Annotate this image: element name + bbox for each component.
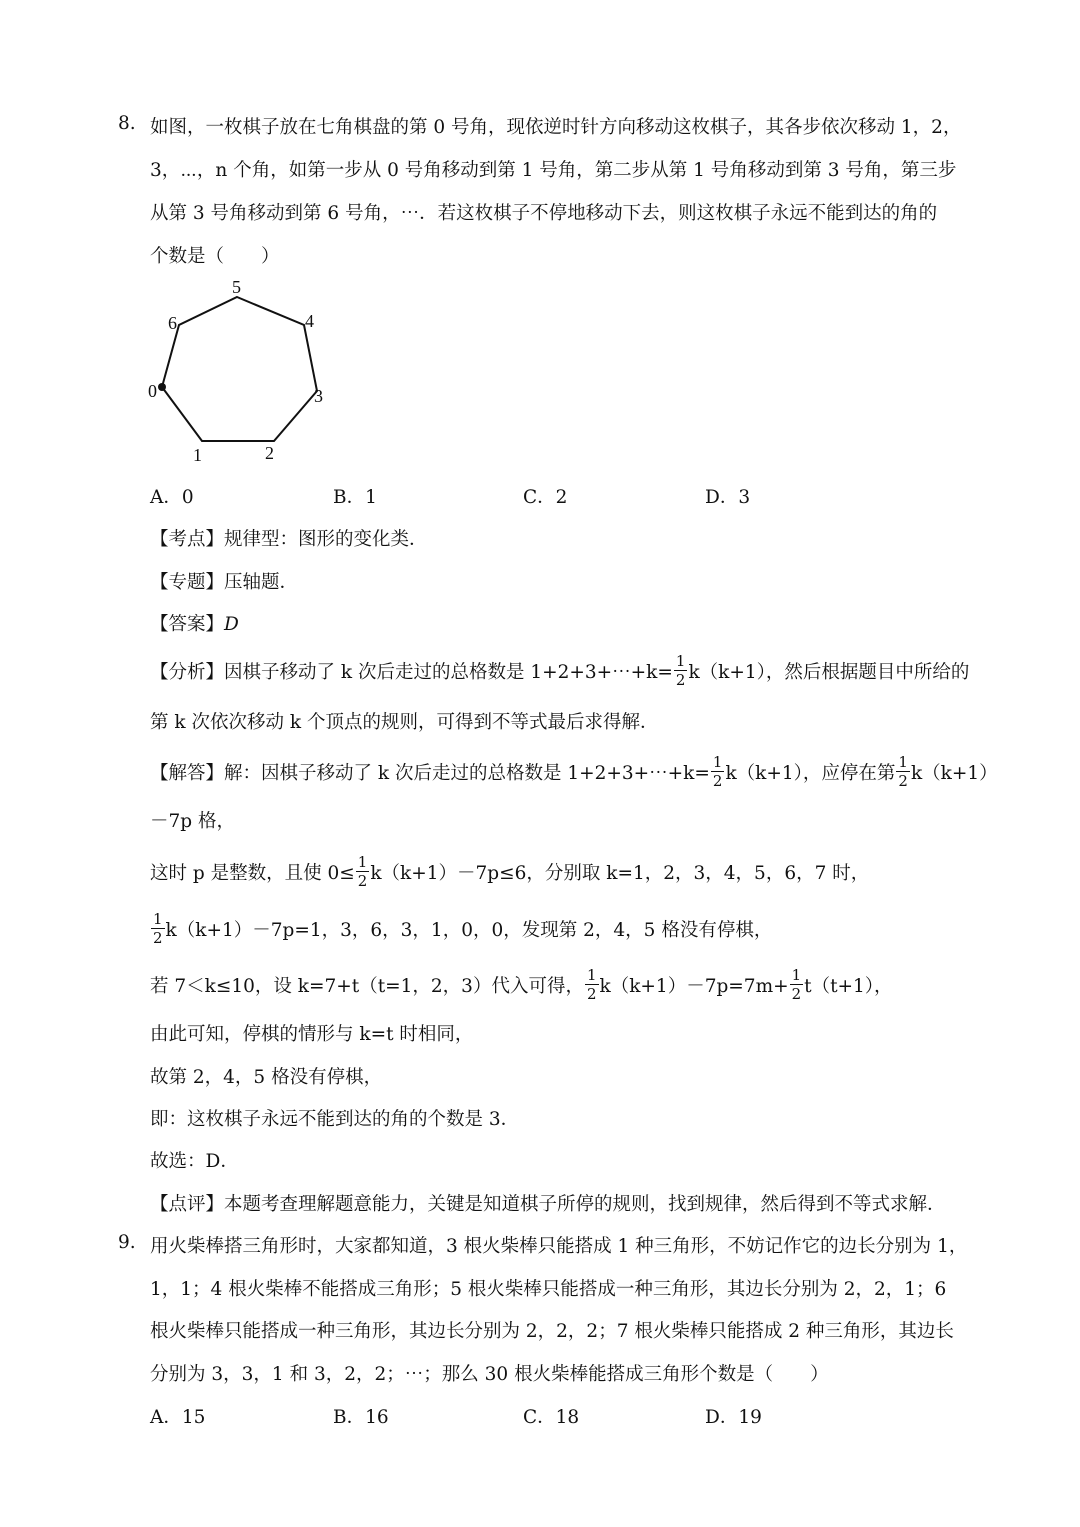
answer-value: D [224, 614, 239, 635]
fraction-half [151, 912, 165, 946]
q8-kaodian: 【考点】规律型：图形的变化类． [150, 529, 428, 550]
q8-jieda-line-2: －7p 格， [150, 811, 235, 832]
q9-option-c: C．18 [523, 1407, 580, 1428]
corner-label-0: 0 [148, 381, 157, 401]
fraction-numerator: 1 [791, 966, 802, 984]
fraction-denominator: 2 [898, 772, 908, 790]
fenxi-text-b: k（k+1），然后根据题目中所给的 [688, 662, 970, 683]
answer-label: 【答案】 [150, 614, 225, 635]
jieda-text-a: 若 7＜k≤10，设 k=7+t（t=1，2，3）代入可得， [150, 976, 584, 997]
q8-stem-line-4: 个数是（ ） [150, 246, 280, 267]
fenxi-text-a: 【分析】因棋子移动了 k 次后走过的总格数是 1+2+3+⋯+k= [150, 662, 673, 683]
fraction-half [790, 968, 804, 1002]
corner-label-5: 5 [232, 277, 241, 297]
fraction-denominator: 2 [586, 985, 597, 1003]
q8-jieda-line-6: 由此可知，停棋的情形与 k=t 时相同， [150, 1024, 474, 1045]
chess-piece-dot [158, 383, 166, 391]
fraction-numerator: 1 [675, 652, 686, 670]
q8-stem-line-3: 从第 3 号角移动到第 6 号角，⋯．若这枚棋子不停地移动下去，则这枚棋子永远不能到达的角的 [150, 203, 938, 224]
q8-jieda-line-8: 即：这枚棋子永远不能到达的角的个数是 3． [150, 1109, 520, 1130]
fraction-denominator: 2 [712, 772, 723, 790]
fraction-half [356, 855, 370, 889]
q8-stem-line-2: 3，⋯，n 个角，如第一步从 0 号角移动到第 1 号角，第二步从第 1 号角移动到第 3 号角，第三步 [150, 160, 957, 181]
q8-jieda-line-4 [150, 910, 773, 948]
corner-label-2: 2 [265, 443, 274, 463]
q8-jieda-line-5 [150, 966, 893, 1004]
jieda-text-b: k（k+1），应停在第 [725, 763, 896, 784]
q9-number: 9. [118, 1232, 136, 1253]
q8-fenxi-line-2: 第 k 次依次移动 k 个顶点的规则，可得到不等式最后求得解． [150, 712, 659, 733]
q9-stem-line-1: 用火柴棒搭三角形时，大家都知道，3 根火柴棒只能搭成 1 种三角形，不妨记作它的边长分别为 1， [150, 1236, 968, 1257]
jieda-text-c: t（t+1）， [804, 976, 893, 997]
corner-label-6: 6 [168, 313, 177, 333]
q9-stem-line-2: 1，1；4 根火柴棒不能搭成三角形；5 根火柴棒只能搭成一种三角形，其边长分别为 2，2，1；6 [150, 1279, 947, 1300]
jieda-text-a: 【解答】解：因棋子移动了 k 次后走过的总格数是 1+2+3+⋯+k= [150, 763, 710, 784]
q8-option-a: A．0 [150, 487, 194, 508]
q8-answer [150, 610, 239, 636]
q8-dianping: 【点评】本题考查理解题意能力，关键是知道棋子所停的规则，找到规律，然后得到不等式求解． [150, 1194, 946, 1215]
corner-label-4: 4 [305, 311, 314, 331]
q8-jieda-line-1 [150, 753, 998, 791]
corner-label-1: 1 [193, 445, 202, 465]
fraction-numerator: 1 [586, 966, 597, 984]
heptagon-figure [140, 275, 340, 470]
fraction-numerator: 1 [153, 910, 163, 928]
fraction-numerator: 1 [712, 753, 723, 771]
q9-option-b: B．16 [333, 1407, 389, 1428]
q8-fenxi-line-1 [150, 652, 970, 690]
fraction-denominator: 2 [153, 929, 163, 947]
q9-stem-line-3: 根火柴棒只能搭成一种三角形，其边长分别为 2，2，2；7 根火柴棒只能搭成 2 种三角形，其边长 [150, 1321, 954, 1342]
q9-stem-line-4: 分别为 3，3，1 和 3，2，2；⋯；那么 30 根火柴棒能搭成三角形个数是（ ） [150, 1364, 829, 1385]
jieda-text-b: k（k+1）－7p=7m+ [599, 976, 789, 997]
fraction-denominator: 2 [675, 671, 686, 689]
fraction-half [674, 654, 688, 688]
jieda-text-b: k（k+1）－7p=1，3，6，3，1，0，0，发现第 2，4，5 格没有停棋， [165, 920, 773, 941]
jieda-text-b: k（k+1）－7p≤6，分别取 k=1，2，3，4，5，6，7 时， [370, 863, 870, 884]
q9-option-a: A．15 [150, 1407, 206, 1428]
q8-option-b: B．1 [333, 487, 377, 508]
fraction-numerator: 1 [357, 853, 368, 871]
q8-number: 8. [118, 113, 136, 134]
q8-stem-line-1: 如图，一枚棋子放在七角棋盘的第 0 号角，现依逆时针方向移动这枚棋子，其各步依次移动 1，2， [150, 117, 962, 138]
q8-jieda-line-9: 故选：D． [150, 1151, 239, 1172]
corner-label-3: 3 [314, 386, 323, 406]
fraction-half [896, 755, 910, 789]
jieda-text-c: k（k+1） [910, 763, 998, 784]
q9-option-d: D．19 [705, 1407, 762, 1428]
q8-option-c: C．2 [523, 487, 568, 508]
q8-option-d: D．3 [705, 487, 751, 508]
q8-jieda-line-7: 故第 2，4，5 格没有停棋， [150, 1067, 383, 1088]
fraction-denominator: 2 [791, 985, 802, 1003]
jieda-text-a: 这时 p 是整数，且使 0≤ [150, 863, 355, 884]
fraction-numerator: 1 [898, 753, 908, 771]
fraction-denominator: 2 [357, 872, 368, 890]
q8-jieda-line-3 [150, 853, 870, 891]
fraction-half [585, 968, 599, 1002]
q8-zhuanti: 【专题】压轴题． [150, 572, 299, 593]
fraction-half [711, 755, 725, 789]
